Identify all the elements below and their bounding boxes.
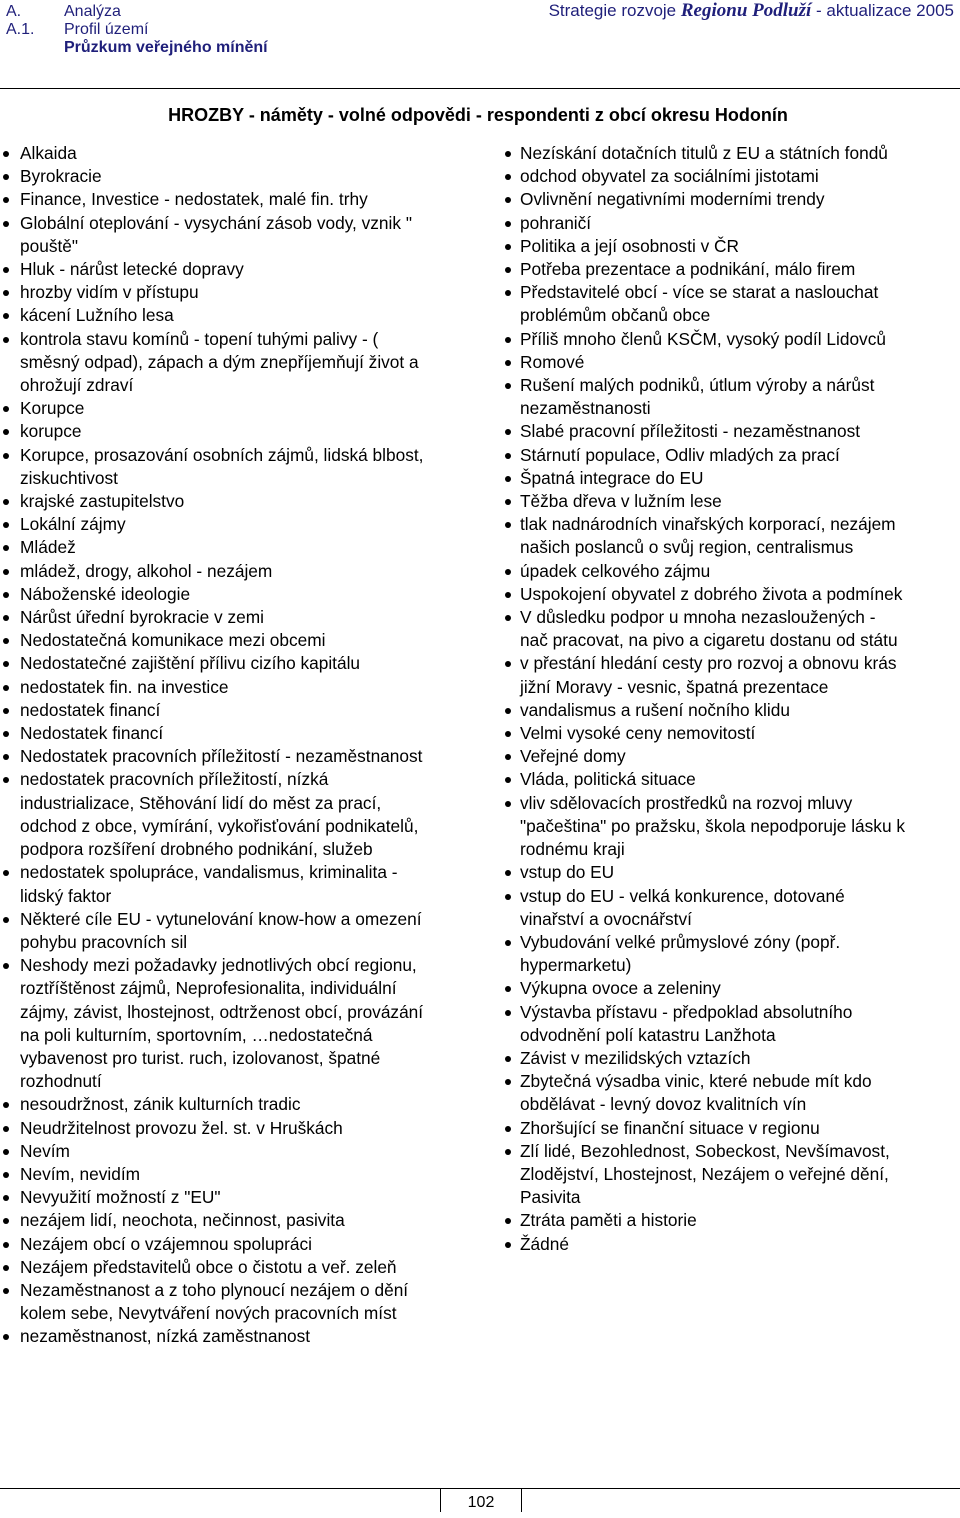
bullet-icon xyxy=(505,661,511,667)
bullet-icon xyxy=(505,1149,511,1155)
list-item xyxy=(0,188,440,211)
list-item-text: kácení Lužního lesa xyxy=(20,305,174,326)
list-item-text: krajské zastupitelstvo xyxy=(20,491,185,512)
list-item xyxy=(500,931,905,977)
bullet-icon xyxy=(3,197,9,203)
bullet-icon xyxy=(505,174,511,180)
list-item xyxy=(0,1233,440,1256)
list-item-text: Byrokracie xyxy=(20,166,102,187)
list-item-text: Korupce xyxy=(20,398,85,419)
document-title xyxy=(549,0,954,22)
list-item-text: nedostatek spolupráce, vandalismus, kriminalita - lidský faktor xyxy=(20,862,398,906)
list-item xyxy=(500,165,905,188)
list-item-text: Slabé pracovní příležitosti - nezaměstnanost xyxy=(520,421,861,442)
header-letter: A. xyxy=(6,3,22,20)
list-item xyxy=(500,606,905,652)
list-item xyxy=(500,1001,905,1047)
bullet-icon xyxy=(3,917,9,923)
bullet-icon xyxy=(505,221,511,227)
list-item-text: Velmi vysoké ceny nemovitostí xyxy=(520,723,756,744)
bullet-icon xyxy=(505,615,511,621)
list-item xyxy=(500,745,905,768)
bullet-icon xyxy=(3,290,9,296)
list-item-text: Nedostatek financí xyxy=(20,723,164,744)
list-item-text: Stárnutí populace, Odliv mladých za prací xyxy=(520,444,840,465)
document-title-region: Regionu Podluží xyxy=(680,0,812,21)
bullet-icon xyxy=(505,731,511,737)
bullet-icon xyxy=(505,499,511,505)
header-topic: Průzkum veřejného mínění xyxy=(64,39,268,56)
bullet-icon xyxy=(505,940,511,946)
bullet-icon xyxy=(505,476,511,482)
list-item xyxy=(0,1256,440,1279)
list-item-text: pohraničí xyxy=(520,212,592,233)
list-item-text: Výkupna ovoce a zeleniny xyxy=(520,978,721,999)
list-item-text: Nevím xyxy=(20,1140,70,1161)
bullet-icon xyxy=(3,1172,9,1178)
list-item-text: Nedostatečná komunikace mezi obcemi xyxy=(20,630,326,651)
bullet-icon xyxy=(505,1126,511,1132)
bullet-icon xyxy=(3,708,9,714)
list-item-text: Romové xyxy=(520,351,585,372)
header-divider xyxy=(0,88,960,89)
bullet-icon xyxy=(505,383,511,389)
document-title-suffix: - aktualizace 2005 xyxy=(816,1,954,20)
bullet-icon xyxy=(3,499,9,505)
list-item xyxy=(500,1070,905,1116)
bullet-icon xyxy=(3,1102,9,1108)
list-item xyxy=(0,1117,440,1140)
bullet-icon xyxy=(3,963,9,969)
list-item-text: Vláda, politická situace xyxy=(520,769,696,790)
list-item xyxy=(0,1186,440,1209)
list-item-text: korupce xyxy=(20,421,82,442)
list-item xyxy=(500,444,905,467)
list-item-text: nedostatek financí xyxy=(20,699,161,720)
bullet-icon xyxy=(505,267,511,273)
list-item xyxy=(0,1279,440,1325)
list-item-text: Neshody mezi požadavky jednotlivých obcí regionu, roztříštěnost zájmů, Neprofesionalita, individuální zájmy, závist, lhostejnost, odtrženost obcí, provázání na poli kulturním, sportovním, …nedostatečná vybavenost pro turist. ruch, izolovanost, špatné rozhodnutí xyxy=(20,955,424,1092)
bullet-icon xyxy=(505,337,511,343)
bullet-icon xyxy=(3,313,9,319)
bullet-icon xyxy=(505,1242,511,1248)
list-item-text: Hluk - nárůst letecké dopravy xyxy=(20,259,244,280)
list-item xyxy=(0,1325,440,1348)
list-item-text: hrozby vidím v přístupu xyxy=(20,282,199,303)
list-item xyxy=(500,885,905,931)
list-item xyxy=(500,212,905,235)
list-item-text: vstup do EU - velká konkurence, dotované vinařství a ovocnářství xyxy=(520,885,845,929)
list-item-text: Alkaida xyxy=(20,143,77,163)
list-item-text: V důsledku podpor u mnoha nezasloužených - nač pracovat, na pivo a cigaretu dostanu od státu xyxy=(520,607,898,651)
list-item xyxy=(500,142,905,165)
list-item xyxy=(0,652,440,675)
page-header xyxy=(0,0,960,88)
bullet-icon xyxy=(505,151,511,157)
bullet-icon xyxy=(505,894,511,900)
bullet-icon xyxy=(3,337,9,343)
list-item-text: Rušení malých podniků, útlum výroby a nárůst nezaměstnanosti xyxy=(520,375,875,419)
bullet-icon xyxy=(3,754,9,760)
list-item xyxy=(0,1163,440,1186)
list-item xyxy=(500,1047,905,1070)
list-item-text: tlak nadnárodních vinařských korporací, nezájem našich poslanců o svůj region, centralismus xyxy=(520,514,896,558)
list-item xyxy=(500,652,905,698)
list-item xyxy=(500,977,905,1000)
list-item xyxy=(500,722,905,745)
list-item-text: odchod obyvatel za sociálními jistotami xyxy=(520,166,819,187)
list-item-text: Závist v mezilidských vztazích xyxy=(520,1047,751,1068)
list-item-text: Nezískání dotačních titulů z EU a státních fondů xyxy=(520,143,888,163)
list-item xyxy=(0,745,440,768)
list-item xyxy=(0,328,440,398)
bullet-icon xyxy=(3,1288,9,1294)
list-item xyxy=(500,699,905,722)
list-item xyxy=(500,583,905,606)
list-item-text: Nárůst úřední byrokracie v zemi xyxy=(20,607,264,628)
header-section: Analýza xyxy=(64,3,121,20)
list-item-text: Žádné xyxy=(520,1233,570,1254)
bullet-icon xyxy=(505,1218,511,1224)
list-item-text: nezaměstnanost, nízká zaměstnanost xyxy=(20,1326,311,1347)
list-item-text: Globální oteplování - vysychání zásob vody, vznik " pouště" xyxy=(20,212,412,256)
bullet-icon xyxy=(505,244,511,250)
list-item xyxy=(500,281,905,327)
bullet-icon xyxy=(3,1242,9,1248)
bullet-icon xyxy=(3,638,9,644)
list-item xyxy=(500,420,905,443)
bullet-icon xyxy=(505,429,511,435)
bullet-icon xyxy=(505,986,511,992)
list-item-text: nedostatek fin. na investice xyxy=(20,676,229,697)
bullet-icon xyxy=(3,661,9,667)
list-item xyxy=(0,699,440,722)
list-item xyxy=(0,861,440,907)
bullet-icon xyxy=(3,731,9,737)
list-item xyxy=(500,1209,905,1232)
bullet-icon xyxy=(505,290,511,296)
bullet-icon xyxy=(3,1334,9,1340)
right-column-list xyxy=(500,142,905,1256)
list-item xyxy=(0,606,440,629)
list-item xyxy=(500,467,905,490)
bullet-icon xyxy=(3,870,9,876)
list-item xyxy=(500,768,905,791)
list-item xyxy=(500,1117,905,1140)
list-item xyxy=(0,142,440,165)
list-item-text: Těžba dřeva v lužním lese xyxy=(520,491,722,512)
list-item xyxy=(500,188,905,211)
list-item-text: v přestání hledání cesty pro rozvoj a obnovu krás jižní Moravy - vesnic, špatná prezentace xyxy=(520,653,897,697)
list-item-text: Zlí lidé, Bezohlednost, Sobeckost, Nevšímavost, Zlodějství, Lhostejnost, Nezájem o veřejné dění, Pasivita xyxy=(520,1140,890,1208)
list-item xyxy=(0,304,440,327)
list-item xyxy=(0,258,440,281)
bullet-icon xyxy=(3,615,9,621)
list-item-text: Lokální zájmy xyxy=(20,514,126,535)
bullet-icon xyxy=(505,1079,511,1085)
list-item xyxy=(0,212,440,258)
bullet-icon xyxy=(505,870,511,876)
list-item-text: vandalismus a rušení nočního klidu xyxy=(520,699,790,720)
list-item-text: vliv sdělovacích prostředků na rozvoj mluvy "pačeština" po pražsku, škola nepodporuje lásku k rodnému kraji xyxy=(520,792,906,860)
list-item-text: Vybudování velké průmyslové zóny (popř. hypermarketu) xyxy=(520,931,841,976)
list-item xyxy=(500,328,905,351)
list-item-text: vstup do EU xyxy=(520,862,615,883)
list-item xyxy=(0,954,440,1093)
list-item xyxy=(500,792,905,862)
list-item-text: Výstavba přístavu - předpoklad absolutního odvodnění polí katastru Lanžhota xyxy=(520,1001,853,1045)
bullet-icon xyxy=(3,174,9,180)
list-item xyxy=(500,351,905,374)
section-title xyxy=(0,104,960,126)
list-item-text: Zhoršující se finanční situace v regionu xyxy=(520,1117,820,1138)
bullet-icon xyxy=(3,1149,9,1155)
list-item xyxy=(0,281,440,304)
list-item xyxy=(500,258,905,281)
list-item-text: Představitelé obcí - více se starat a naslouchat problémům občanů obce xyxy=(520,282,879,326)
list-item-text: Korupce, prosazování osobních zájmů, lidská blbost, ziskuchtivost xyxy=(20,444,424,488)
list-item xyxy=(0,1093,440,1116)
list-item-text: úpadek celkového zájmu xyxy=(520,560,711,581)
list-item xyxy=(500,861,905,884)
page-number: 102 xyxy=(440,1488,522,1512)
list-item xyxy=(0,420,440,443)
list-item-text: Náboženské ideologie xyxy=(20,583,191,604)
list-item-text: Nezájem obcí o vzájemnou spolupráci xyxy=(20,1233,313,1254)
list-item-text: nesoudržnost, zánik kulturních tradic xyxy=(20,1094,301,1115)
bullet-icon xyxy=(505,1010,511,1016)
bullet-icon xyxy=(505,360,511,366)
list-item xyxy=(0,583,440,606)
list-item xyxy=(500,490,905,513)
list-item-text: Uspokojení obyvatel z dobrého života a podmínek xyxy=(520,583,903,604)
document-title-prefix: Strategie rozvoje xyxy=(548,1,677,20)
bullet-icon xyxy=(505,569,511,575)
bullet-icon xyxy=(505,453,511,459)
bullet-icon xyxy=(3,1265,9,1271)
list-item-text: Ovlivnění negativními moderními trendy xyxy=(520,189,825,210)
list-item-text: Nevyužití možností z "EU" xyxy=(20,1187,221,1208)
list-item xyxy=(0,1140,440,1163)
list-item xyxy=(500,560,905,583)
bullet-icon xyxy=(505,1056,511,1062)
list-item-text: Mládež xyxy=(20,537,76,558)
bullet-icon xyxy=(3,1126,9,1132)
list-item-text: Špatná integrace do EU xyxy=(520,467,704,488)
bullet-icon xyxy=(3,1218,9,1224)
bullet-icon xyxy=(3,685,9,691)
header-number: A.1. xyxy=(6,21,35,38)
list-item xyxy=(0,676,440,699)
list-item xyxy=(0,513,440,536)
list-item-text: Ztráta paměti a historie xyxy=(520,1210,697,1231)
section-title-text: HROZBY - náměty - volné odpovědi - respondenti z obcí okresu Hodonín xyxy=(168,105,788,125)
list-item xyxy=(0,165,440,188)
bullet-icon xyxy=(505,522,511,528)
bullet-icon xyxy=(505,592,511,598)
list-item xyxy=(0,560,440,583)
list-item-text: Zbytečná výsadba vinic, které nebude mít kdo obdělávat - levný dovoz kvalitních vín xyxy=(520,1071,872,1115)
left-column-list xyxy=(0,142,440,1349)
list-item xyxy=(500,1140,905,1210)
list-item xyxy=(0,768,440,861)
bullet-icon xyxy=(3,429,9,435)
list-item-text: nezájem lidí, neochota, nečinnost, pasivita xyxy=(20,1210,345,1231)
list-item-text: Nezaměstnanost a z toho plynoucí nezájem o dění kolem sebe, Nevytváření nových pracovních míst xyxy=(20,1279,409,1324)
list-item-text: Neudržitelnost provozu žel. st. v Hruškách xyxy=(20,1117,343,1138)
list-item-text: Nezájem představitelů obce o čistotu a veř. zeleň xyxy=(20,1256,397,1277)
list-item xyxy=(0,1209,440,1232)
bullet-icon xyxy=(3,406,9,412)
bullet-icon xyxy=(3,522,9,528)
list-item xyxy=(500,513,905,559)
bullet-icon xyxy=(3,777,9,783)
list-item-text: Politika a její osobnosti v ČR xyxy=(520,235,739,256)
list-item-text: Některé cíle EU - vytunelování know-how a omezení pohybu pracovních sil xyxy=(20,908,422,952)
list-item xyxy=(0,490,440,513)
bullet-icon xyxy=(3,453,9,459)
bullet-icon xyxy=(505,801,511,807)
list-item xyxy=(0,397,440,420)
list-item xyxy=(0,629,440,652)
list-item xyxy=(500,235,905,258)
list-item-text: Potřeba prezentace a podnikání, málo firem xyxy=(520,259,856,280)
list-item xyxy=(0,908,440,954)
list-item xyxy=(500,1233,905,1256)
list-item-text: Nedostatečné zajištění přílivu cizího kapitálu xyxy=(20,653,361,674)
bullet-icon xyxy=(505,708,511,714)
list-item-text: nedostatek pracovních příležitostí, nízká industrializace, Stěhování lidí do měst za prací, odchod z obce, vymírání, vykořisťování podnikatelů, podpora rozšíření drobného podnikání, služeb xyxy=(20,769,419,860)
list-item-text: Finance, Investice - nedostatek, malé fin. trhy xyxy=(20,189,368,210)
header-subsection: Profil území xyxy=(64,21,149,38)
list-item-text: Příliš mnoho členů KSČM, vysoký podíl Lidovců xyxy=(520,328,886,349)
list-item-text: Nevím, nevidím xyxy=(20,1163,141,1184)
bullet-icon xyxy=(3,151,9,157)
list-item-text: kontrola stavu komínů - topení tuhými palivy - ( směsný odpad), zápach a dým znepříjemňují život a ohrožují zdraví xyxy=(20,328,419,396)
bullet-icon xyxy=(505,754,511,760)
bullet-icon xyxy=(3,569,9,575)
bullet-icon xyxy=(3,545,9,551)
bullet-icon xyxy=(3,221,9,227)
bullet-icon xyxy=(505,197,511,203)
bullet-icon xyxy=(3,267,9,273)
bullet-icon xyxy=(3,1195,9,1201)
bullet-icon xyxy=(505,777,511,783)
list-item-text: mládež, drogy, alkohol - nezájem xyxy=(20,560,273,581)
list-item xyxy=(0,536,440,559)
list-item-text: Veřejné domy xyxy=(520,746,626,767)
bullet-icon xyxy=(3,592,9,598)
list-item-text: Nedostatek pracovních příležitostí - nezaměstnanost xyxy=(20,746,423,767)
list-item xyxy=(500,374,905,420)
list-item xyxy=(0,722,440,745)
list-item xyxy=(0,444,440,490)
